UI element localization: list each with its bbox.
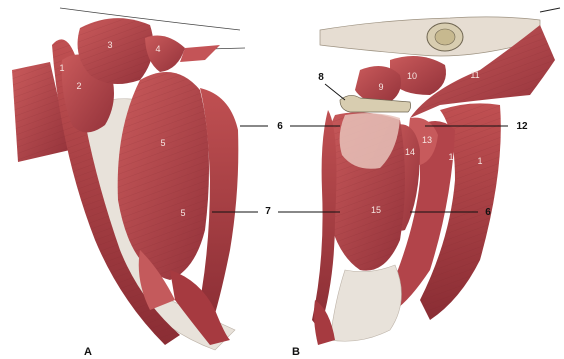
leader-label-8: 8 <box>318 72 324 83</box>
panel-label-b: B <box>292 346 300 358</box>
leader-label-12: 12 <box>516 121 528 132</box>
leader-label-7: 7 <box>265 206 271 217</box>
muscle-label-b9: 9 <box>378 82 384 92</box>
muscle-label-a5-lower: 5 <box>180 208 186 218</box>
muscle-label-b11: 11 <box>470 70 480 80</box>
panel-label-a: A <box>84 346 92 358</box>
panel-a-drawing <box>12 8 245 350</box>
muscle-label-a4: 4 <box>155 44 161 54</box>
muscle-label-b1: 1 <box>448 152 454 162</box>
leader-line-8 <box>325 84 345 100</box>
leader-label-6: 6 <box>277 121 283 132</box>
muscle-label-b13: 13 <box>421 135 433 145</box>
muscle-label-a1: 1 <box>59 63 65 73</box>
panel-b-drawing <box>312 8 560 345</box>
leader-label-6-panel-b: 6 <box>485 207 491 218</box>
muscle-label-b15: 15 <box>370 205 382 215</box>
muscle-label-b14: 14 <box>404 147 416 157</box>
muscle-label-a5: 5 <box>160 138 166 148</box>
muscle-label-b1-right: 1 <box>477 156 483 166</box>
muscle-label-a2: 2 <box>76 81 82 91</box>
muscle-label-b10: 10 <box>406 71 418 81</box>
muscle-label-a3: 3 <box>107 40 113 50</box>
